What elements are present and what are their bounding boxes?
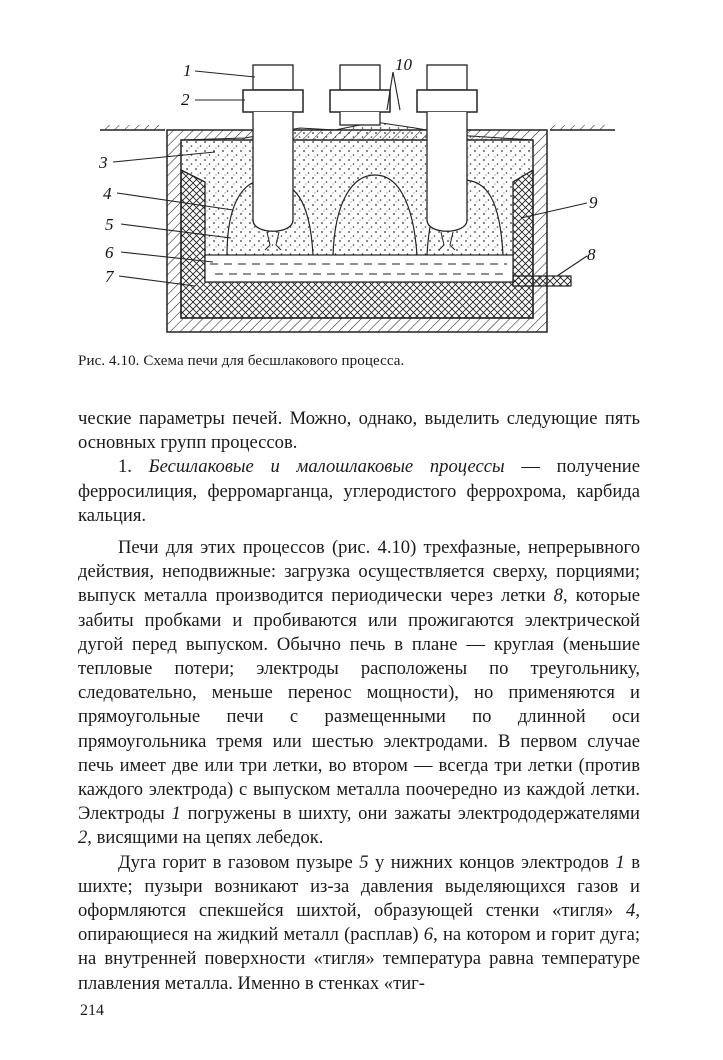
tap-hole	[513, 276, 571, 286]
italic-text: 6	[423, 924, 434, 946]
charge-layer	[181, 122, 533, 255]
melt-layer	[205, 255, 513, 282]
paragraph-1	[78, 407, 640, 455]
page-number: 214	[80, 1002, 104, 1019]
text-run: 1.	[118, 456, 149, 478]
text-run: , которые забиты пробками и пробиваются или прожигаются электрической дугой перед выпуском. Обычно печь в плане — круглая (меньшие тепловые потери; электроды расположены по треугольнику, следовательно, меньше перенос мощности), но применяются и прямоугольные печи с размещенными по длинной оси прямоугольника тремя или шестью электродами. В первом случае печь имеет две или три летки, во втором — всегда три летки (против каждого электрода) с выпуском металла поочередно из каждой летки. Электроды	[78, 585, 640, 825]
text-run: ческие параметры печей. Можно, однако, выделить следующие пять основных групп процессов.	[78, 408, 640, 454]
italic-text: 4	[626, 900, 636, 922]
label-2: 2	[181, 90, 190, 109]
text-run: в шихте; пузыри возникают из-за давления выделяющихся газов и оформляются спекшейся шихтой, образующей стенки «тигля»	[78, 851, 640, 922]
text-run: , на котором и горит дуга; на внутренней поверхности «тигля» температура равна температуре плавления металла. Именно в стенках «тиг-	[78, 924, 640, 994]
paragraph-3	[78, 536, 640, 851]
label-7: 7	[105, 267, 114, 286]
paragraph-2	[78, 455, 640, 528]
italic-text: 8	[553, 585, 563, 607]
text-run: — получение ферросилиция, ферромарганца, углеродистого феррохрома, карбида кальция.	[78, 456, 641, 526]
body-text	[78, 407, 640, 996]
furnace-schematic	[95, 50, 598, 345]
text-run: , опирающиеся на жидкий металл (расплав)	[78, 900, 640, 946]
label-8: 8	[587, 245, 596, 264]
italic-text: 2	[78, 827, 88, 849]
italic-text: 1	[171, 803, 181, 825]
label-9: 9	[589, 193, 598, 212]
paragraph-4	[78, 851, 640, 996]
label-3: 3	[99, 153, 108, 172]
text-run: погружены в шихту, они зажаты электрододержателями	[180, 803, 640, 825]
text-run: Печи для этих процессов (рис. 4.10) трехфазные, непрерывного действия, неподвижные: загрузка осуществляется сверху, порциями; выпуск металла производится периодически через летки	[78, 537, 640, 607]
text-run: у нижних концов электродов	[368, 851, 616, 873]
electrode-middle	[330, 65, 390, 125]
italic-text: 1	[615, 851, 625, 873]
furnace-diagram	[95, 50, 598, 345]
italic-text: Бесшлаковые и малошлаковые процессы	[148, 456, 505, 478]
figure-caption: Рис. 4.10. Схема печи для бесшлакового процесса.	[78, 353, 405, 369]
italic-text: 5	[359, 851, 369, 873]
ground-hatch-right	[550, 125, 610, 130]
text-run: , висящими на цепях лебедок.	[87, 827, 324, 849]
text-run: Дуга горит в газовом пузыре	[118, 851, 360, 873]
label-4: 4	[103, 184, 112, 203]
label-5: 5	[105, 215, 114, 234]
label-6: 6	[105, 243, 114, 262]
label-10: 10	[395, 55, 412, 74]
ground-hatch-left	[105, 125, 165, 130]
label-1: 1	[183, 61, 192, 80]
